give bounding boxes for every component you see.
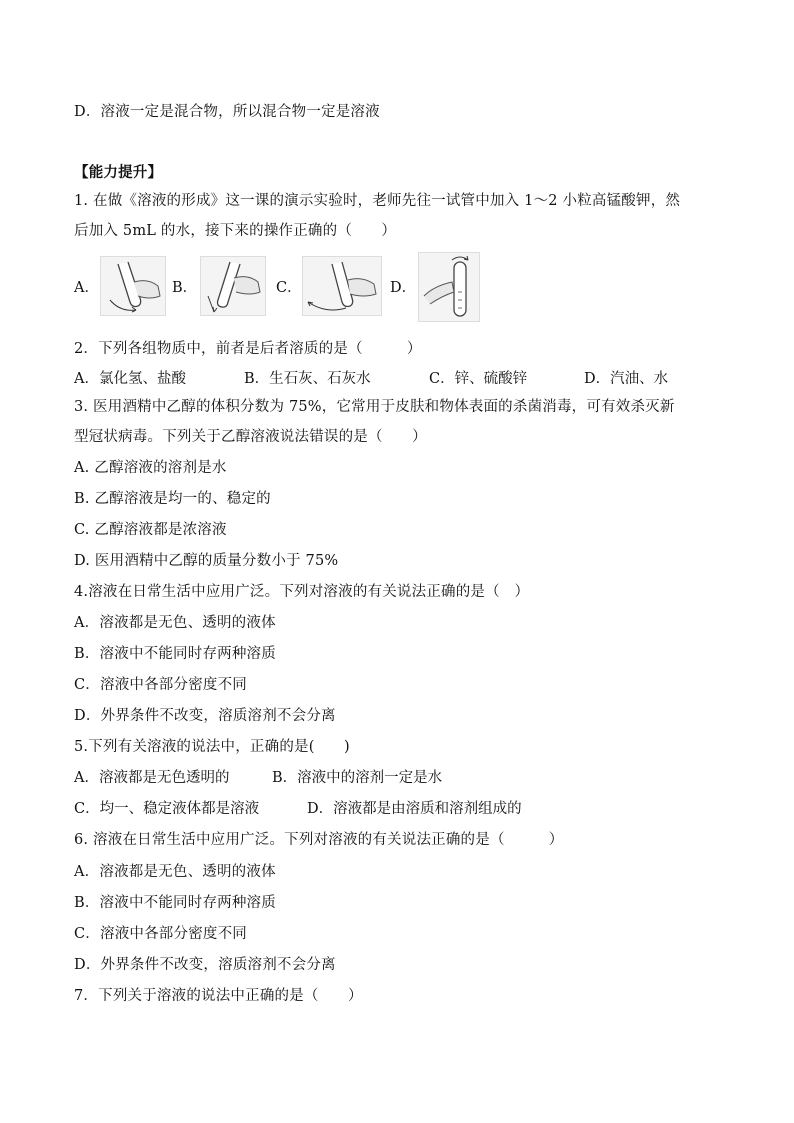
q5-option-d: D．溶液都是由溶质和溶剂组成的: [307, 801, 522, 817]
q5-options-row1: [74, 768, 714, 788]
q5-option-b: B．溶液中的溶剂一定是水: [272, 770, 443, 786]
q1-option-c-label: C．: [276, 280, 302, 296]
q1-stem-line1: 1. 在做《溶液的形成》这一课的演示实验时，老师先往一试管中加入 1～2 小粒高锰酸钾，然: [74, 193, 681, 209]
q3-option-d: D. 医用酒精中乙醇的质量分数小于 75%: [74, 553, 339, 569]
q3-option-a: A. 乙醇溶液的溶剂是水: [74, 460, 227, 476]
q6-option-a: A．溶液都是无色、透明的液体: [74, 864, 276, 880]
q1-option-images: [74, 252, 494, 324]
q3-stem-line1: 3. 医用酒精中乙醇的体积分数为 75%，它常用于皮肤和物体表面的杀菌消毒，可有效杀灭新: [74, 399, 675, 415]
q2-options: [74, 369, 714, 389]
q4-option-a: A．溶液都是无色、透明的液体: [74, 615, 276, 631]
q4-option-c: C．溶液中各部分密度不同: [74, 677, 247, 693]
q5-option-c: C．均一、稳定液体都是溶液: [74, 801, 260, 817]
q3-option-b: B. 乙醇溶液是均一的、稳定的: [74, 491, 271, 507]
q2-stem: 2．下列各组物质中，前者是后者溶质的是（ ）: [74, 341, 422, 357]
prev-question-option-d: D．溶液一定是混合物，所以混合物一定是溶液: [74, 104, 380, 120]
q4-option-b: B．溶液中不能同时存两种溶质: [74, 646, 276, 662]
q6-option-d: D．外界条件不改变，溶质溶剂不会分离: [74, 957, 336, 973]
q2-option-b: B．生石灰、石灰水: [244, 371, 371, 387]
q3-stem-line2: 型冠状病毒。下列关于乙醇溶液说法错误的是（ ）: [74, 429, 427, 445]
section-title: 【能力提升】: [74, 164, 163, 181]
q2-option-a: A．氯化氢、盐酸: [74, 371, 186, 387]
q6-option-c: C．溶液中各部分密度不同: [74, 926, 247, 942]
test-tube-rotate-image: [302, 256, 382, 316]
q1-option-d-label: D．: [390, 280, 417, 296]
q3-option-c: C. 乙醇溶液都是浓溶液: [74, 522, 227, 538]
test-tube-swirl-image: [100, 256, 166, 316]
test-tube-stir-image: [418, 252, 480, 322]
q2-option-d: D．汽油、水: [584, 371, 669, 387]
q1-option-b-label: B．: [172, 280, 198, 296]
q7-stem: 7．下列关于溶液的说法中正确的是（ ）: [74, 988, 363, 1004]
q5-options-row2: [74, 799, 714, 819]
test-tube-shake-image: [200, 256, 266, 316]
q4-option-d: D．外界条件不改变，溶质溶剂不会分离: [74, 708, 336, 724]
q1-stem-line2: 后加入 5mL 的水，接下来的操作正确的（ ）: [74, 223, 397, 239]
q2-option-c: C．锌、硫酸锌: [429, 371, 528, 387]
q5-option-a: A．溶液都是无色透明的: [74, 770, 230, 786]
q6-stem: 6. 溶液在日常生活中应用广泛。下列对溶液的有关说法正确的是（ ）: [74, 832, 564, 848]
q1-option-a-label: A．: [74, 280, 99, 296]
q6-option-b: B．溶液中不能同时存两种溶质: [74, 895, 276, 911]
q5-stem: 5.下列有关溶液的说法中，正确的是( ): [74, 739, 350, 755]
q4-stem: 4.溶液在日常生活中应用广泛。下列对溶液的有关说法正确的是（ ）: [74, 584, 530, 600]
